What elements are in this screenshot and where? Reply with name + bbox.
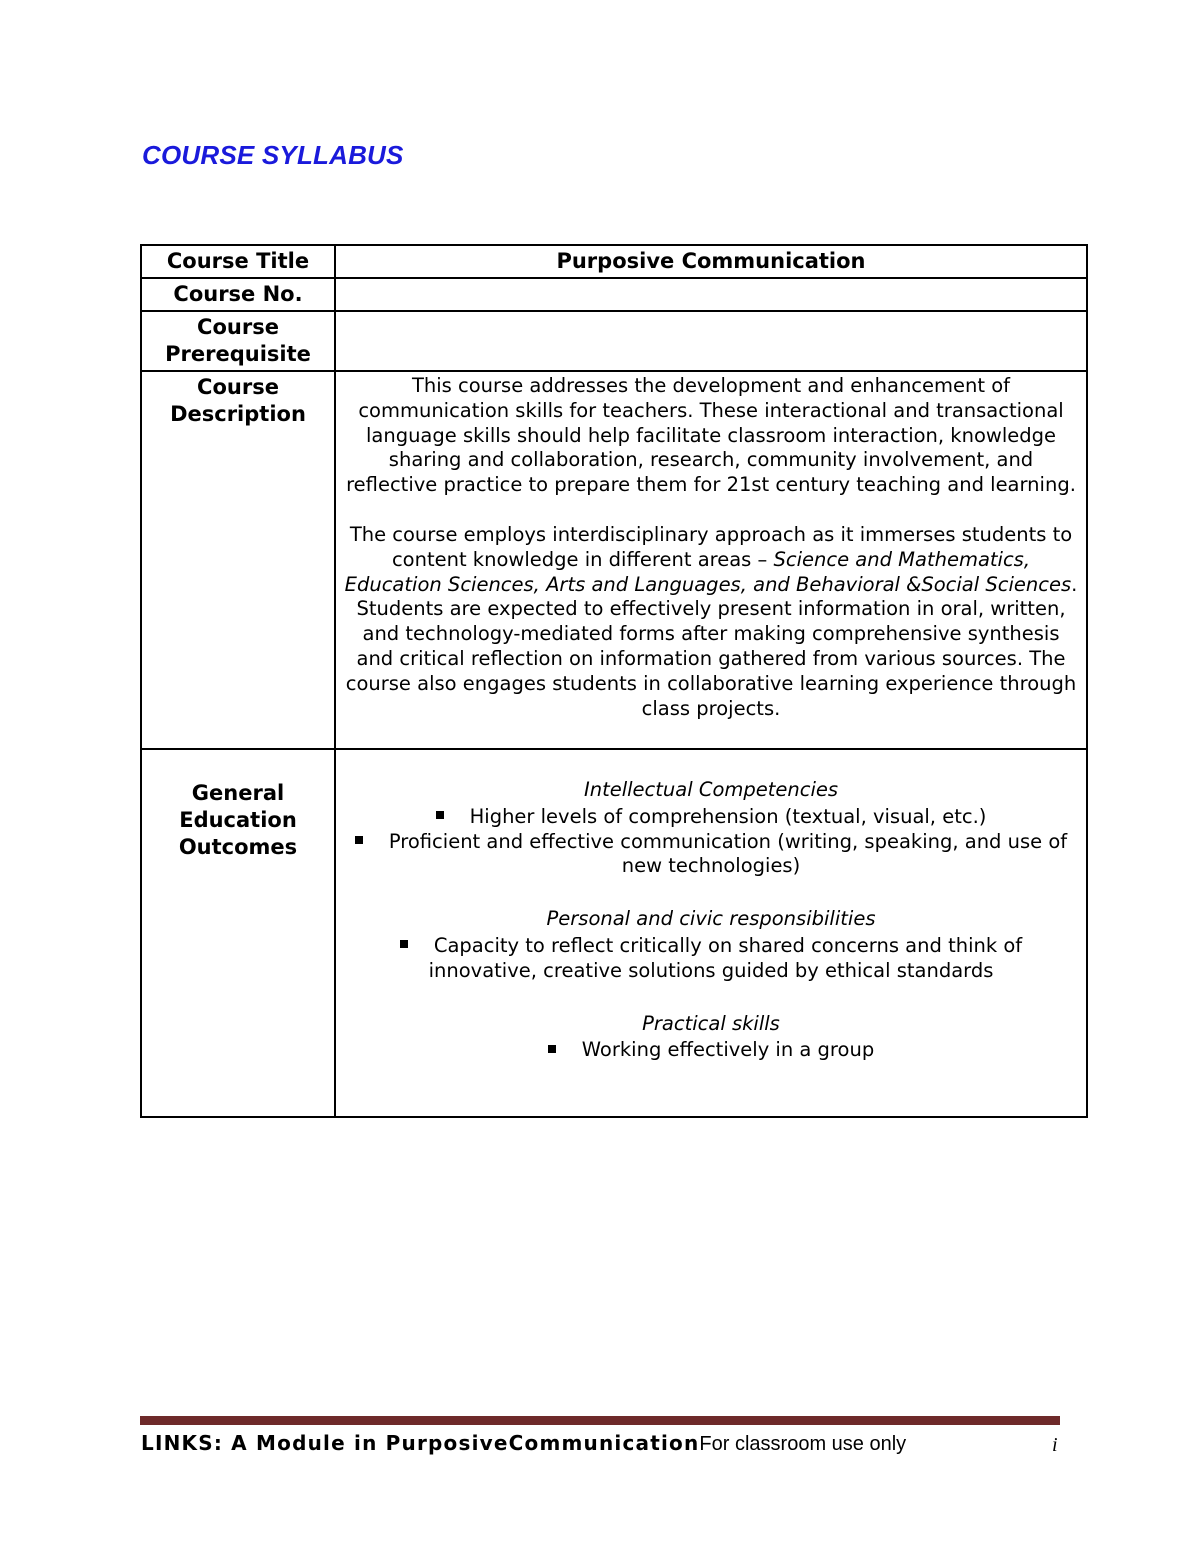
outcome-text: Higher levels of comprehension (textual, visual, etc.) — [469, 804, 987, 828]
outcome-list — [344, 805, 1078, 879]
syllabus-table — [140, 244, 1088, 1118]
outcome-list — [344, 934, 1078, 984]
course-title-value: Purposive Communication — [335, 245, 1087, 278]
footer-divider — [140, 1416, 1060, 1425]
square-bullet-icon — [548, 1045, 556, 1053]
course-prerequisite-value — [335, 311, 1087, 371]
label-line: Description — [170, 402, 306, 426]
page-number: i — [1052, 1434, 1058, 1456]
outcome-group-heading: Practical skills — [642, 1011, 780, 1035]
square-bullet-icon — [400, 940, 408, 948]
list-item — [344, 1038, 1078, 1063]
square-bullet-icon — [355, 836, 363, 844]
label-line: General — [191, 781, 285, 805]
list-item — [344, 934, 1078, 984]
course-title-label: Course Title — [141, 245, 335, 278]
outcome-text: Proficient and effective communication (writing, speaking, and use of new technologies) — [388, 829, 1068, 878]
table-row — [141, 245, 1087, 278]
page-title: COURSE SYLLABUS — [142, 140, 404, 170]
outcome-text: Capacity to reflect critically on shared concerns and think of innovative, creative solutions guided by ethical standards — [428, 933, 1023, 982]
description-text: The course employs interdisciplinary approach as it immerses students to content knowledge in different areas – — [349, 522, 1073, 571]
footer-note: For classroom use only — [699, 1433, 907, 1455]
course-no-label: Course No. — [141, 278, 335, 311]
outcomes-label — [141, 749, 335, 1117]
footer-title-text: LINKS: A Module in PurposiveCommunication — [141, 1431, 700, 1455]
table-row — [141, 749, 1087, 1117]
table-row — [141, 371, 1087, 749]
label-line: Course — [197, 315, 279, 339]
course-prerequisite-label — [141, 311, 335, 371]
footer-module-title — [141, 1431, 906, 1456]
list-item — [344, 805, 1078, 830]
label-line: Education — [179, 808, 297, 832]
course-description-label — [141, 371, 335, 749]
label-line: Course — [197, 375, 279, 399]
outcome-group-heading: Intellectual Competencies — [583, 778, 839, 801]
outcome-text: Working effectively in a group — [581, 1038, 875, 1062]
description-areas: Science and Mathematics, Education Sciences, Arts and Languages, and Behavioral &Social Sciences — [344, 547, 1072, 596]
description-text: . Students are expected to effectively present information in oral, written, and technology-mediated forms after making comprehensive synthesis and critical reflection on information gathered from various sources. The course also engages students in collaborative learning experience through class projects. — [345, 572, 1078, 720]
table-row — [141, 311, 1087, 371]
label-line: Outcomes — [178, 835, 298, 859]
outcome-group — [344, 907, 1078, 983]
course-description-value — [335, 371, 1087, 749]
list-item — [344, 830, 1078, 880]
description-paragraph — [344, 523, 1078, 721]
outcome-group-heading: Personal and civic responsibilities — [546, 907, 876, 931]
outcome-group — [344, 778, 1078, 879]
course-no-value — [335, 278, 1087, 311]
table-row — [141, 278, 1087, 311]
outcomes-value — [335, 749, 1087, 1117]
outcome-group — [344, 1012, 1078, 1064]
description-paragraph: This course addresses the development and enhancement of communication skills for teachers. These interactional and transactional language skills should help facilitate classroom interaction, knowledge sharing and collaboration, research, community involvement, and reflective practice to prepare them for 21st century teaching and learning. — [346, 374, 1076, 497]
label-line: Prerequisite — [165, 342, 311, 366]
outcome-list — [344, 1038, 1078, 1063]
square-bullet-icon — [436, 811, 444, 819]
